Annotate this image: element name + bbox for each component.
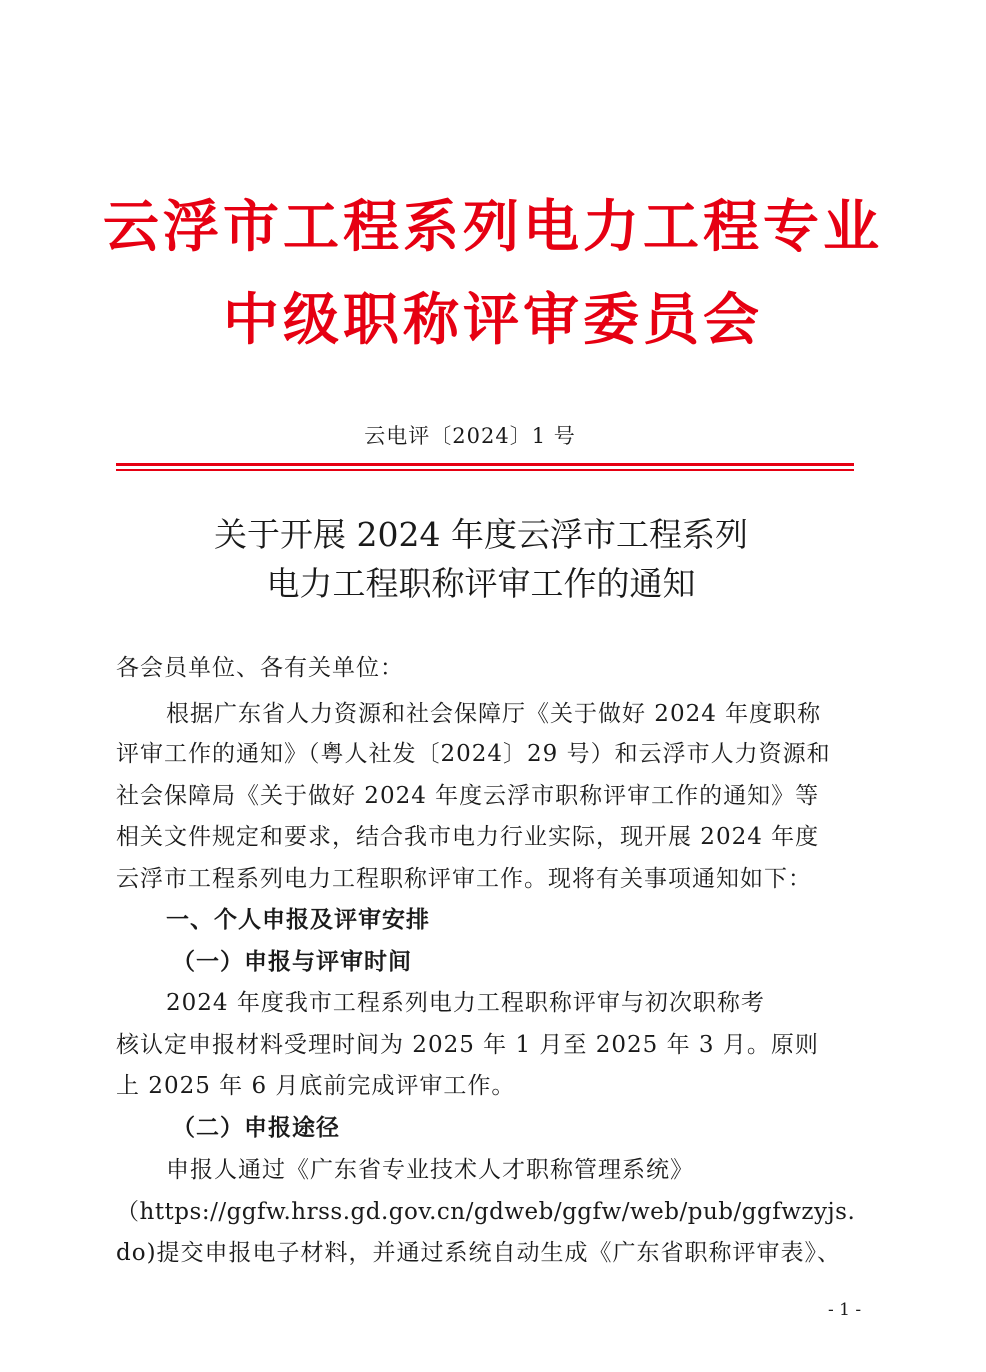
subsection-heading: （一）申报与评审时间 <box>172 949 412 975</box>
intro-line: 根据广东省人力资源和社会保障厅《关于做好 2024 年度职称 <box>166 701 822 727</box>
intro-line: 云浮市工程系列电力工程职称评审工作。现将有关事项通知如下： <box>116 866 812 892</box>
intro-line: 相关文件规定和要求，结合我市电力行业实际，现开展 2024 年度 <box>116 824 820 850</box>
red-divider-thin <box>116 469 854 471</box>
document-number: 云电评〔2024〕1 号 <box>364 424 576 448</box>
red-divider-thick <box>116 463 854 466</box>
notice-title-line1: 关于开展 2024 年度云浮市工程系列 <box>214 515 748 554</box>
salutation: 各会员单位、各有关单位： <box>116 655 404 681</box>
intro-line: 社会保障局《关于做好 2024 年度云浮市职称评审工作的通知》等 <box>116 783 820 809</box>
schedule-line: 上 2025 年 6 月底前完成评审工作。 <box>116 1073 516 1099</box>
page-number: - 1 - <box>828 1300 862 1320</box>
channel-line: do)提交申报电子材料，并通过系统自动生成《广东省职称评审表》、 <box>116 1240 842 1266</box>
committee-title-line1: 云浮市工程系列电力工程专业 <box>103 195 883 260</box>
section-heading: 一、个人申报及评审安排 <box>166 907 430 933</box>
schedule-line: 2024 年度我市工程系列电力工程职称评审与初次职称考 <box>166 990 765 1016</box>
schedule-line: 核认定申报材料受理时间为 2025 年 1 月至 2025 年 3 月。原则 <box>116 1032 819 1058</box>
notice-title-line2: 电力工程职称评审工作的通知 <box>266 564 696 603</box>
channel-line: 申报人通过《广东省专业技术人才职称管理系统》 <box>166 1157 694 1183</box>
committee-title-line2: 中级职称评审委员会 <box>223 288 763 353</box>
intro-line: 评审工作的通知》（粤人社发〔2024〕29 号）和云浮市人力资源和 <box>116 741 831 767</box>
subsection-heading: （二）申报途径 <box>172 1115 340 1141</box>
channel-url-line: （https://ggfw.hrss.gd.gov.cn/gdweb/ggfw/web/pub/ggfwzyjs. <box>116 1199 856 1225</box>
